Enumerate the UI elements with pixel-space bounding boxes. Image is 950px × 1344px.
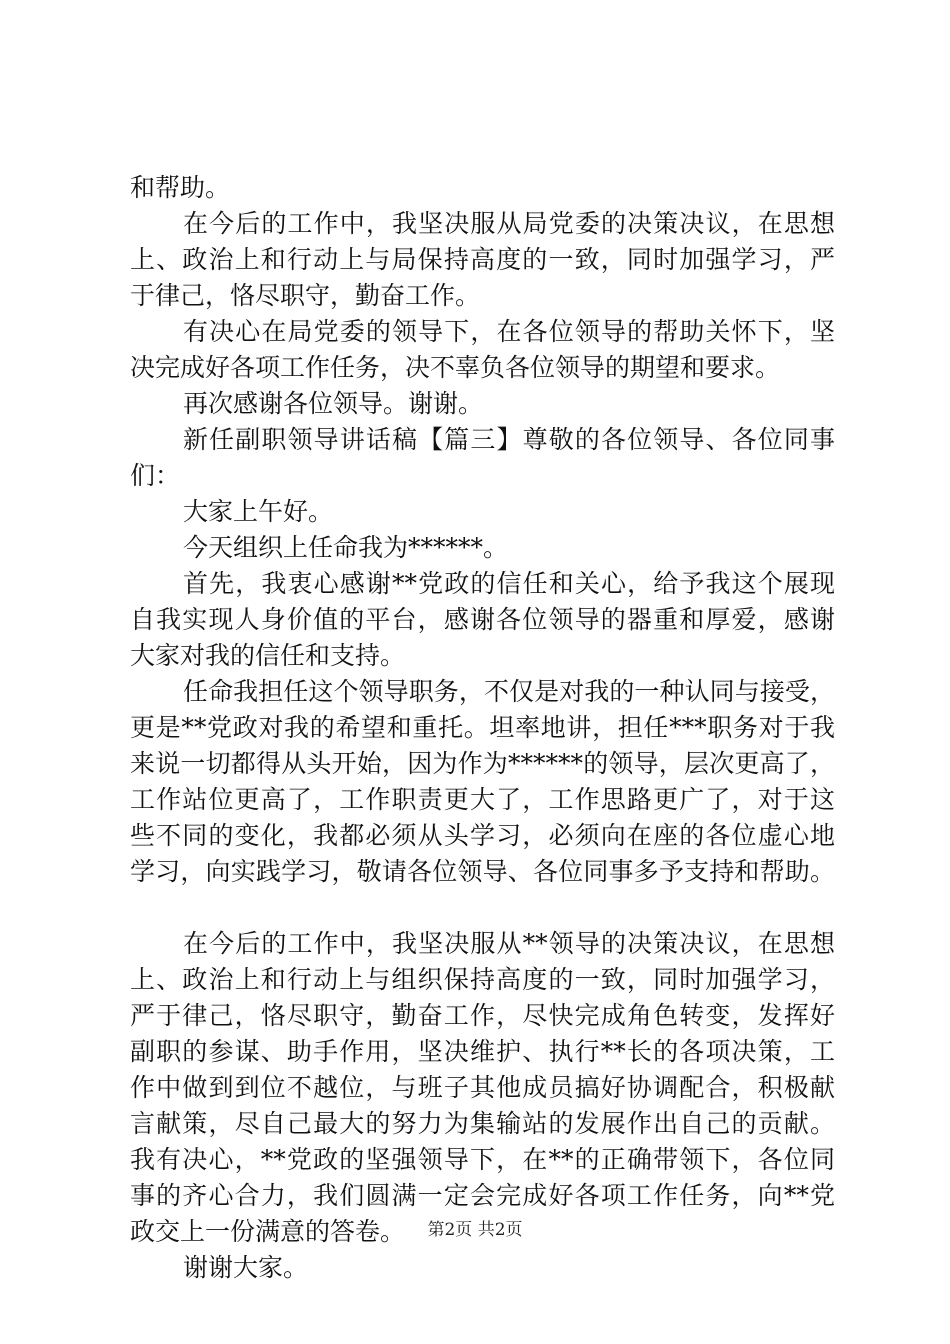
text-line: 严于律己，恪尽职守，勤奋工作，尽快完成角色转变，发挥好 <box>130 1001 835 1030</box>
page-footer: 第2页 共2页 <box>427 1220 523 1240</box>
text-line: 自我实现人身价值的平台，感谢各位领导的器重和厚爱，感谢 <box>130 605 835 634</box>
text-line: 任命我担任这个领导职务，不仅是对我的一种认同与接受， <box>183 677 835 706</box>
text-line: 新任副职领导讲话稿【篇三】尊敬的各位领导、各位同事 <box>183 425 835 454</box>
text-line: 学习，向实践学习，敬请各位领导、各位同事多予支持和帮助。 <box>130 857 835 886</box>
text-line: 事的齐心合力，我们圆满一定会完成好各项工作任务，向**党 <box>130 1181 835 1210</box>
text-line: 决完成好各项工作任务，决不辜负各位领导的期望和要求。 <box>130 353 781 382</box>
text-line: 有决心在局党委的领导下，在各位领导的帮助关怀下，坚 <box>183 317 835 346</box>
text-line: 上、政治上和行动上与局保持高度的一致，同时加强学习，严 <box>130 245 835 274</box>
text-line: 在今后的工作中，我坚决服从**领导的决策决议，在思想 <box>183 929 835 958</box>
text-line: 谢谢大家。 <box>183 1253 309 1282</box>
text-line: 再次感谢各位领导。谢谢。 <box>183 389 484 418</box>
text-line: 言献策，尽自己最大的努力为集输站的发展作出自己的贡献。 <box>130 1109 835 1138</box>
text-line: 我有决心，**党政的坚强领导下，在**的正确带领下，各位同 <box>130 1145 835 1174</box>
document-body <box>130 170 835 1286</box>
text-line: 和帮助。 <box>130 173 231 202</box>
text-line: 上、政治上和行动上与组织保持高度的一致，同时加强学习， <box>130 965 835 994</box>
text-line: 首先，我衷心感谢**党政的信任和关心，给予我这个展现 <box>183 569 835 598</box>
text-line: 大家上午好。 <box>183 497 334 526</box>
text-line: 副职的参谋、助手作用，坚决维护、执行**长的各项决策，工 <box>130 1037 835 1066</box>
text-line: 政交上一份满意的答卷。 <box>130 1217 406 1246</box>
text-line: 些不同的变化，我都必须从头学习，必须向在座的各位虚心地 <box>130 821 835 850</box>
text-line: 大家对我的信任和支持。 <box>130 641 406 670</box>
text-line: 更是**党政对我的希望和重托。坦率地讲，担任***职务对于我 <box>130 713 835 742</box>
text-line: 工作站位更高了，工作职责更大了，工作思路更广了，对于这 <box>130 785 835 814</box>
text-line: 在今后的工作中，我坚决服从局党委的决策决议，在思想 <box>183 209 835 238</box>
text-line: 来说一切都得从头开始，因为作为******的领导，层次更高了， <box>130 749 835 778</box>
text-line: 作中做到到位不越位，与班子其他成员搞好协调配合，积极献 <box>130 1073 835 1102</box>
paragraph-gap <box>130 890 835 926</box>
text-line: 今天组织上任命我为******。 <box>183 533 509 562</box>
text-line: 们： <box>130 461 181 490</box>
text-line: 于律己，恪尽职守，勤奋工作。 <box>130 281 481 310</box>
